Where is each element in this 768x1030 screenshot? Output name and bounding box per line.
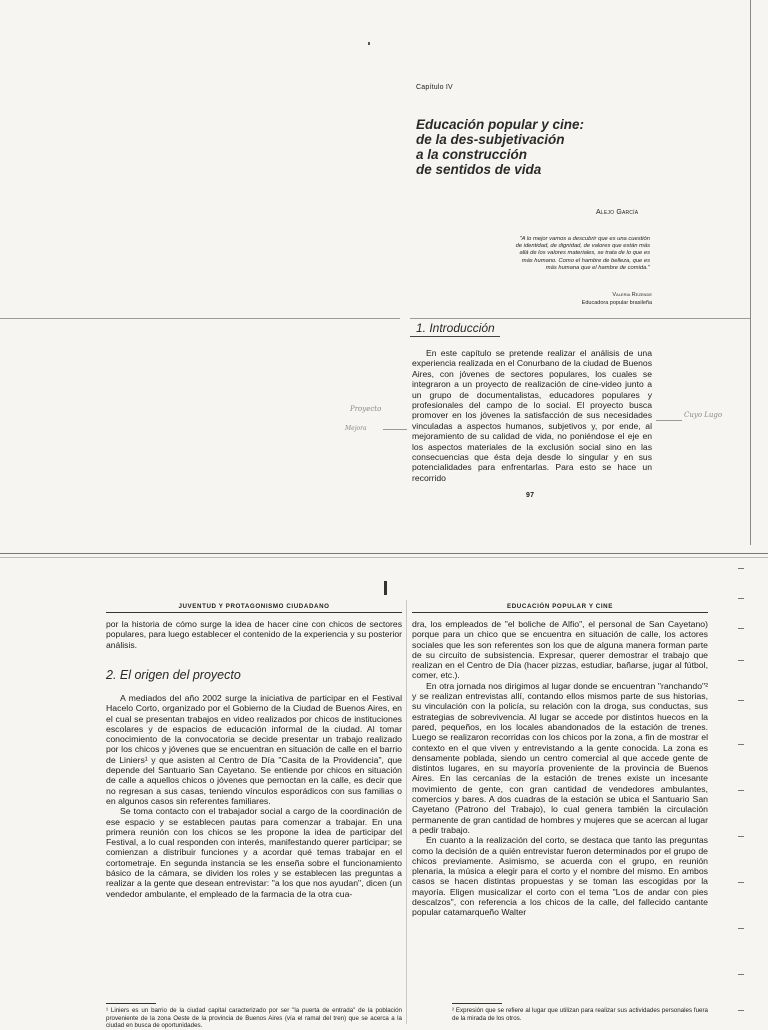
edge-dash [738,628,744,629]
title-line-1: Educación popular y cine: [416,117,585,132]
edge-dash [738,744,744,745]
title-line-2: de la des-subjetivación [416,132,565,147]
section-underline [410,336,500,337]
spread-divider-line-2 [0,557,768,558]
footnote-1: ¹ Liniers es un barrio de la ciudad capital caracterizado por ser "la puerta de entrada" de la población proveniente de la zona Oeste de la provincia de Buenos Aires (vía el ramal del tren) que se acerca a la ciudad en busca de oportunidades. [106,1007,402,1030]
right-column-body [412,619,708,918]
footnote-rule-left [106,1003,156,1004]
margin-note-mejora: Mejora [345,425,367,432]
epigraph-author: Valeria Rezende [612,292,652,298]
margin-arrow-line [383,429,407,430]
edge-dash [738,568,744,569]
intro-paragraph: En este capítulo se pretende realizar el análisis de una experiencia realizada en el Conurbano de la ciudad de Buenos Aires, con jóvenes de sectores populares, los cuales se integraron a un proyecto de realización de cine-video junto a un grupo de documentalistas, educadores populares y profesionales del campo de lo social. El proyecto busca promover en los jóvenes la satisfacción de sus necesidades vinculadas a aspectos humanos, subjetivos y, por ende, al mejoramiento de su calidad de vida, no poniéndose el eje en los aspectos materiales de la exclusión social sino en las consecuencias que ésta deja desde lo singular y en sus potencialidades para enfrentarlas. Para esto se hace un recorrido [412,348,652,483]
edge-dash [738,1010,744,1011]
section-heading-origin: 2. El origen del proyecto [106,668,241,682]
gutter-line [406,600,407,1024]
page1-rule-right [410,318,750,319]
right-paragraph-1: dra, los empleados de "el boliche de Alfio", el personal de San Cayetano) porque para un chico que se encuentra en situación de calle, los actores sociales que les son referentes son los que de alguna manera forman parte de su circuito de subsistencia. Expresar, querer demostrar el trabajo que realizan en el Centro de Día (hacer pizzas, estudiar, bañarse, jugar al fútbol, comer, etc.). [412,619,708,681]
author: Alejo García [596,209,639,216]
page1-rule-left [0,318,400,319]
edge-dash [738,660,744,661]
running-head-right: EDUCACIÓN POPULAR Y CINE [507,603,613,610]
title-line-3: a la construcción [416,147,528,162]
chapter-label: Capítulo IV [416,84,453,91]
left-column-body [106,693,402,899]
running-head-rule-right [412,612,708,613]
epigraph: "A lo mejor vamos a descubrir que es una cuestión de identidad, de dignidad, de valores que están más allá de los valores materiales, se trata de lo que es más humano. Como el hambre de belleza, que es más humana que el hambre de comida." [515,236,650,271]
page-fold-line [750,0,751,545]
edge-dash [738,882,744,883]
edge-dash [738,598,744,599]
left-column-lead [106,619,402,650]
right-paragraph-3: En cuanto a la realización del corto, se destaca que tanto las preguntas como la decisión de a quién entrevistar fueron determinados por el grupo de chicos previamente. Asimismo, se acuerda con el grupo, en reunión plenaria, la música a elegir para el corto y el nombre del mismo. En ambos casos se hacen distintas propuestas y se toman las escogidas por la mayoría. Eligen musicalizar el corto con el tema "Los de andar con pies descalzos", con referencia a los chicos de la calle, del fallecido cantante popular catamarqueño Walter [412,835,708,918]
origin-paragraph-2: Se toma contacto con el trabajador social a cargo de la coordinación de ese espacio y se establecen pautas para comenzar a trabajar. En una primera reunión con los chicos se les propone la idea de participar del Festival, a lo cual responden con interés, manifestando querer participar; se comienzan a distribuir funciones y a acordar qué temas trabajar en el cortometraje. En segunda instancia se les enseña sobre el funcionamiento básico de la cámara, se dividen los roles y se establecen las preguntas a realizar a la gente que desean entrevistar: "a los que nos ayudan", dicen (un vendedor ambulante, el empleado de la farmacia de la otra cua- [106,806,402,899]
edge-dash [738,700,744,701]
footnote-2: ² Expresión que se refiere al lugar que utilizan para realizar sus actividades personales fuera de la mirada de los otros. [452,1007,708,1022]
origin-paragraph-1: A mediados del año 2002 surge la iniciativa de participar en el Festival Hacelo Corto, organizado por el Gobierno de la Ciudad de Buenos Aires, en el cual se presentan trabajos en video realizados por chicos de instituciones escolares y de espacios de educación informal de la ciudad. Al tomar conocimiento de la convocatoria se decide presentar un trabajo realizado por los chicos y jóvenes que se encuentran en situación de calle en el barrio de Liniers¹ y que asisten al Centro de Día "Casita de la Providencia", que depende del Santuario San Cayetano. Se entiende por chicos en situación de calle a aquellos chicos o jóvenes que pernoctan en la calle, es decir que no regresan a sus casas, teniendo vínculos esporádicos con sus familias o en algunos casos sin referentes familiares. [106,693,402,806]
epigraph-role: Educadora popular brasileña [581,300,652,306]
edge-dash [738,790,744,791]
margin-dashed-line [656,420,682,421]
section-heading-intro: 1. Introducción [416,321,495,335]
scan-speck [368,42,370,45]
margin-note-right: Cuyo Lugo [684,411,723,419]
edge-dash [738,928,744,929]
running-head-left: JUVENTUD Y PROTAGONISMO CIUDADANO [178,603,330,610]
chapter-title [416,117,646,177]
edge-dash [738,836,744,837]
edge-dash [738,974,744,975]
margin-note-proyecto: Proyecto [350,405,382,413]
title-line-4: de sentidos de vida [416,162,542,177]
running-head-rule-left [106,612,402,613]
page-number: 97 [526,492,535,499]
lead-paragraph: por la historia de cómo surge la idea de hacer cine con chicos de sectores populares, para luego establecer el contenido de la experiencia y su posterior análisis. [106,619,402,650]
spread-divider-line [0,553,768,554]
right-paragraph-2: En otra jornada nos dirigimos al lugar donde se encuentran "ranchando"² y se realizan entrevistas allí, contando ellos mismos parte de sus historias, su vinculación con la policía, su relación con la droga, sus conductas, sus estrategias de sobrevivencia. Al lugar se accede por distintos huecos en la pared, pequeños, en los locales abandonados de la estación de trenes. Luego se realizaron recorridas con los chicos por la zona, a fin de mostrar el contexto en el que viven y entrevistando a la gente conocida. La zona es densamente poblada, siendo un centro comercial al que accede gente de distintos lugares, en su mayoría proveniente de la provincia de Buenos Aires. En las cercanías de la estación de trenes existe un incesante movimiento de gente, con gran cantidad de vendedores ambulantes, comercios y bares. A dos cuadras de la estación se ubica el Santuario San Cayetano (Patrono del Trabajo), lo cual genera también la circulación permanente de gran cantidad de hombres y mujeres que se acercan al lugar a pedir trabajo. [412,680,708,835]
gutter-mark [384,581,387,595]
footnote-rule-right [452,1003,502,1004]
intro-body [412,348,652,483]
